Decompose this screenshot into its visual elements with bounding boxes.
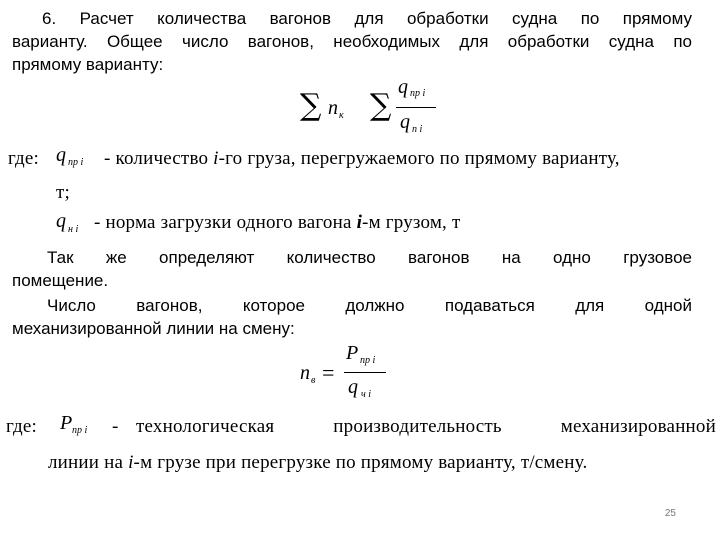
intro-line-1: 6. Расчет количества вагонов для обработки судна по прямому	[42, 9, 692, 28]
formula1-fraction-bar	[396, 107, 436, 108]
def3-symbol: P	[60, 412, 73, 434]
formula2-numerator-sub: пр i	[360, 355, 376, 366]
def3-symbol-sub: пр i	[72, 425, 88, 436]
formula1-denominator-sub: п i	[412, 124, 423, 135]
middle-line-3: Число вагонов, которое должно подаваться для одной	[47, 296, 692, 315]
intro-line-3: прямому варианту:	[12, 55, 164, 74]
def2-symbol: q	[56, 210, 66, 232]
formula2-denominator: q	[348, 376, 358, 398]
def1-text-b: -го груза, перегружаемого по прямому варианту,	[218, 148, 620, 169]
formula1-numerator-sub: пр i	[410, 88, 426, 99]
def1-symbol: q	[56, 144, 66, 166]
def2-text-a: - норма загрузки одного вагона	[94, 212, 352, 233]
def1-symbol-sub: пр i	[68, 157, 84, 168]
formula2-equals: =	[322, 360, 335, 385]
intro-line-2: варианту. Общее число вагонов, необходимых для обработки судна по	[12, 32, 692, 51]
where-label-2: где:	[6, 416, 38, 437]
formula1-numerator: q	[398, 76, 408, 98]
middle-line-4: механизированной линии на смену:	[12, 319, 295, 338]
formula2-denominator-sub: ч i	[361, 389, 372, 400]
def3-text-b2: -м грузе при перегрузке по прямому варианту, т/смену.	[133, 452, 588, 473]
def1-unit: т;	[56, 182, 70, 203]
sum-symbol-2: ∑	[370, 88, 392, 123]
formula2-lhs-sub: в	[311, 375, 316, 386]
def1-text-a: - количество	[104, 148, 209, 169]
middle-line-1: Так же определяют количество вагонов на одно грузовое	[47, 248, 692, 267]
def3-text-b1: линии на	[48, 452, 124, 473]
def1-index: i	[213, 148, 219, 169]
formula1-lhs: n	[328, 97, 338, 119]
sum-symbol: ∑	[300, 88, 322, 123]
formula2-numerator: P	[346, 342, 359, 364]
def2-index: i	[356, 212, 363, 233]
formula1-denominator: q	[400, 111, 410, 133]
formula2-lhs: n	[300, 362, 310, 384]
middle-line-2: помещение.	[12, 271, 109, 290]
def3-dash: -	[112, 416, 119, 437]
def2-symbol-sub: н i	[68, 224, 79, 235]
formula1-lhs-sub: к	[339, 110, 344, 121]
def3-index: i	[128, 452, 134, 473]
def3-text-a: технологическая производительность механизированной	[136, 416, 716, 437]
page-number: 25	[664, 508, 676, 519]
where-label-1: где:	[8, 148, 40, 169]
def2-text-b: -м грузом, т	[362, 212, 461, 233]
formula2-fraction-bar	[344, 372, 386, 373]
